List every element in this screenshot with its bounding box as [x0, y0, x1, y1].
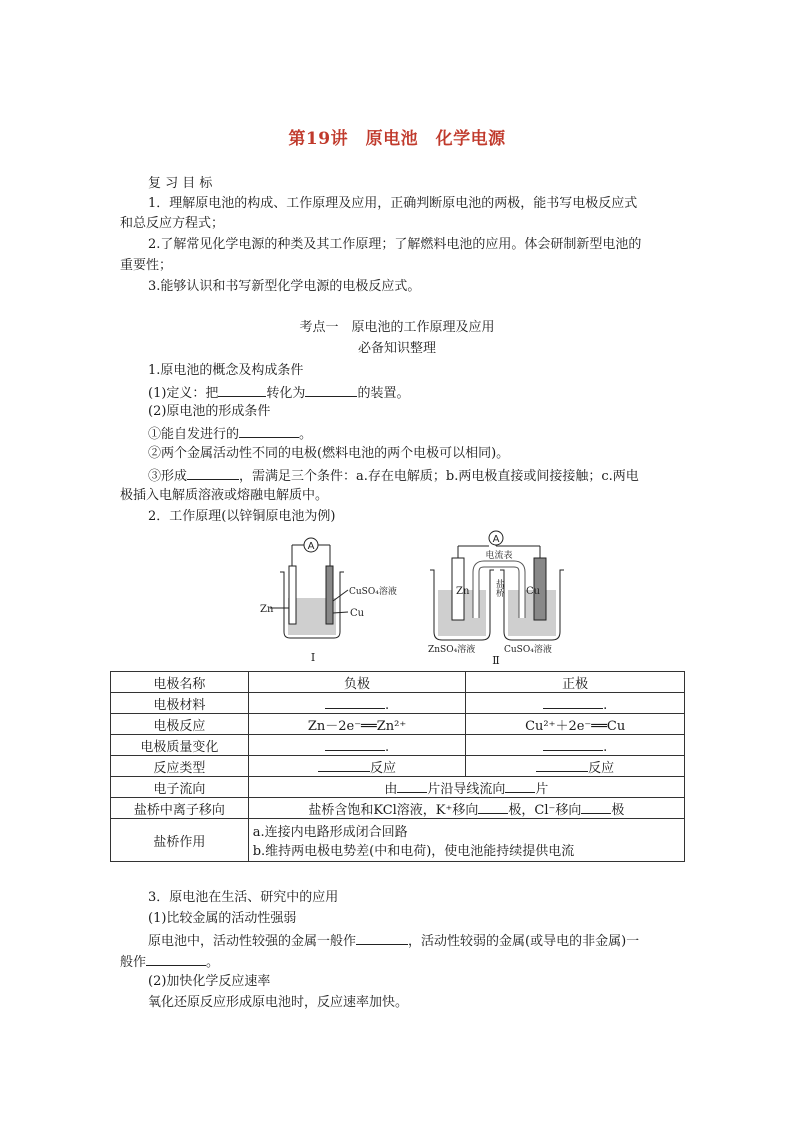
section-heading: 考点一 原电池的工作原理及应用	[299, 320, 495, 335]
table-cell: 由 片沿导线流向 片	[248, 777, 684, 798]
row-label: 盐桥中离子移向	[111, 798, 249, 819]
section-subheading: 必备知识整理	[357, 341, 436, 356]
table-header: 负极	[248, 672, 466, 693]
table-cell: .	[248, 693, 466, 714]
table-cell: .	[248, 735, 466, 756]
paragraph: (1)定义：把 转化为 的装置。	[148, 382, 409, 404]
table-row	[111, 756, 685, 777]
paragraph: 3．原电池在生活、研究中的应用	[148, 890, 339, 905]
table-cell: 盐桥含饱和KCl溶液，K⁺移向 极，Cl⁻移向 极	[248, 798, 684, 819]
goal-line: 1．理解原电池的构成、工作原理及应用，正确判断原电池的两极，能书写电极反应式	[148, 196, 638, 211]
paragraph: ③形成 ，需满足三个条件：a.存在电解质；b.两电极直接或间接接触；c.两电	[148, 465, 639, 487]
salt-bridge-label: 盐桥	[494, 579, 504, 597]
paragraph: ①能自发进行的 。	[148, 423, 312, 445]
goal-line: 2.了解常见化学电源的种类及其工作原理；了解燃料电池的应用。体会研制新型电池的	[148, 237, 642, 252]
zn-label-i: Zn	[260, 604, 274, 615]
paragraph: 1.原电池的概念及构成条件	[148, 363, 304, 378]
goals-heading: 复 习 目 标	[148, 176, 213, 191]
table-cell: 反应	[466, 756, 685, 777]
table-row	[111, 819, 685, 862]
blank	[325, 694, 385, 709]
galvanic-cell-figure	[250, 528, 580, 668]
blank	[325, 736, 385, 751]
figure-label-i: Ⅰ	[310, 651, 316, 664]
paragraph: 2．工作原理(以锌铜原电池为例)	[148, 509, 336, 524]
table-cell: a.连接内电路形成闭合回路 b.维持两电极电势差(中和电荷)，使电池能持续提供电流	[248, 819, 684, 862]
table-row	[111, 714, 685, 735]
table-cell: Cu²⁺＋2e⁻══Cu	[466, 714, 685, 735]
ammeter-symbol-ii: A	[492, 534, 500, 545]
paragraph: (1)比较金属的活动性强弱	[148, 911, 297, 926]
blank	[397, 778, 427, 793]
paragraph: (2)原电池的形成条件	[148, 404, 271, 419]
row-label: 盐桥作用	[111, 819, 249, 862]
ammeter-label: 电流表	[485, 551, 513, 561]
table-cell: 反应	[248, 756, 466, 777]
blank	[356, 930, 408, 945]
table-header-row	[111, 672, 685, 693]
cuso4-label-ii: CuSO₄溶液	[504, 645, 552, 655]
goal-line: 重要性；	[120, 258, 173, 273]
paragraph: 原电池中，活动性较强的金属一般作 ，活动性较弱的金属(或导电的非金属)一	[148, 930, 639, 952]
table-cell: .	[466, 693, 685, 714]
row-label: 电子流向	[111, 777, 249, 798]
blank	[478, 799, 508, 814]
blank	[543, 736, 603, 751]
cu-label-ii: Cu	[526, 586, 541, 597]
cell-one-diagram	[270, 538, 348, 638]
table-row	[111, 798, 685, 819]
blank	[543, 694, 603, 709]
cu-label-i: Cu	[350, 608, 365, 619]
blank	[505, 778, 535, 793]
goal-line: 3.能够认识和书写新型化学电源的电极反应式。	[148, 279, 421, 294]
row-label: 反应类型	[111, 756, 249, 777]
table-row	[111, 693, 685, 714]
goal-line: 和总反应方程式；	[120, 216, 225, 231]
page-title: 第19讲 原电池 化学电源	[288, 129, 506, 149]
paragraph: 般作 。	[120, 951, 219, 973]
row-label: 电极质量变化	[111, 735, 249, 756]
row-label: 电极材料	[111, 693, 249, 714]
blank	[581, 799, 611, 814]
paragraph: 极插入电解质溶液或熔融电解质中。	[120, 488, 329, 503]
paragraph: (2)加快化学反应速率	[148, 974, 271, 989]
blank	[187, 465, 239, 480]
row-label: 电极反应	[111, 714, 249, 735]
blank	[146, 951, 206, 966]
blank	[239, 423, 299, 438]
table-header: 电极名称	[111, 672, 249, 693]
table-cell: Zn－2e⁻══Zn²⁺	[248, 714, 466, 735]
figure-label-ii: Ⅱ	[492, 654, 500, 667]
blank	[305, 382, 357, 397]
blank	[218, 382, 266, 397]
blank	[318, 757, 370, 772]
blank	[536, 757, 588, 772]
paragraph: ②两个金属活动性不同的电极(燃料电池的两个电极可以相同)。	[148, 446, 510, 461]
znso4-label: ZnSO₄溶液	[428, 645, 476, 655]
zn-label-ii: Zn	[456, 586, 470, 597]
table-row	[111, 777, 685, 798]
cuso4-label-i: CuSO₄溶液	[349, 587, 397, 597]
table-header: 正极	[466, 672, 685, 693]
table-cell: .	[466, 735, 685, 756]
table-row	[111, 735, 685, 756]
paragraph: 氧化还原反应形成原电池时，反应速率加快。	[148, 995, 409, 1010]
ammeter-symbol-i: A	[307, 541, 315, 552]
electrode-table	[110, 671, 685, 862]
